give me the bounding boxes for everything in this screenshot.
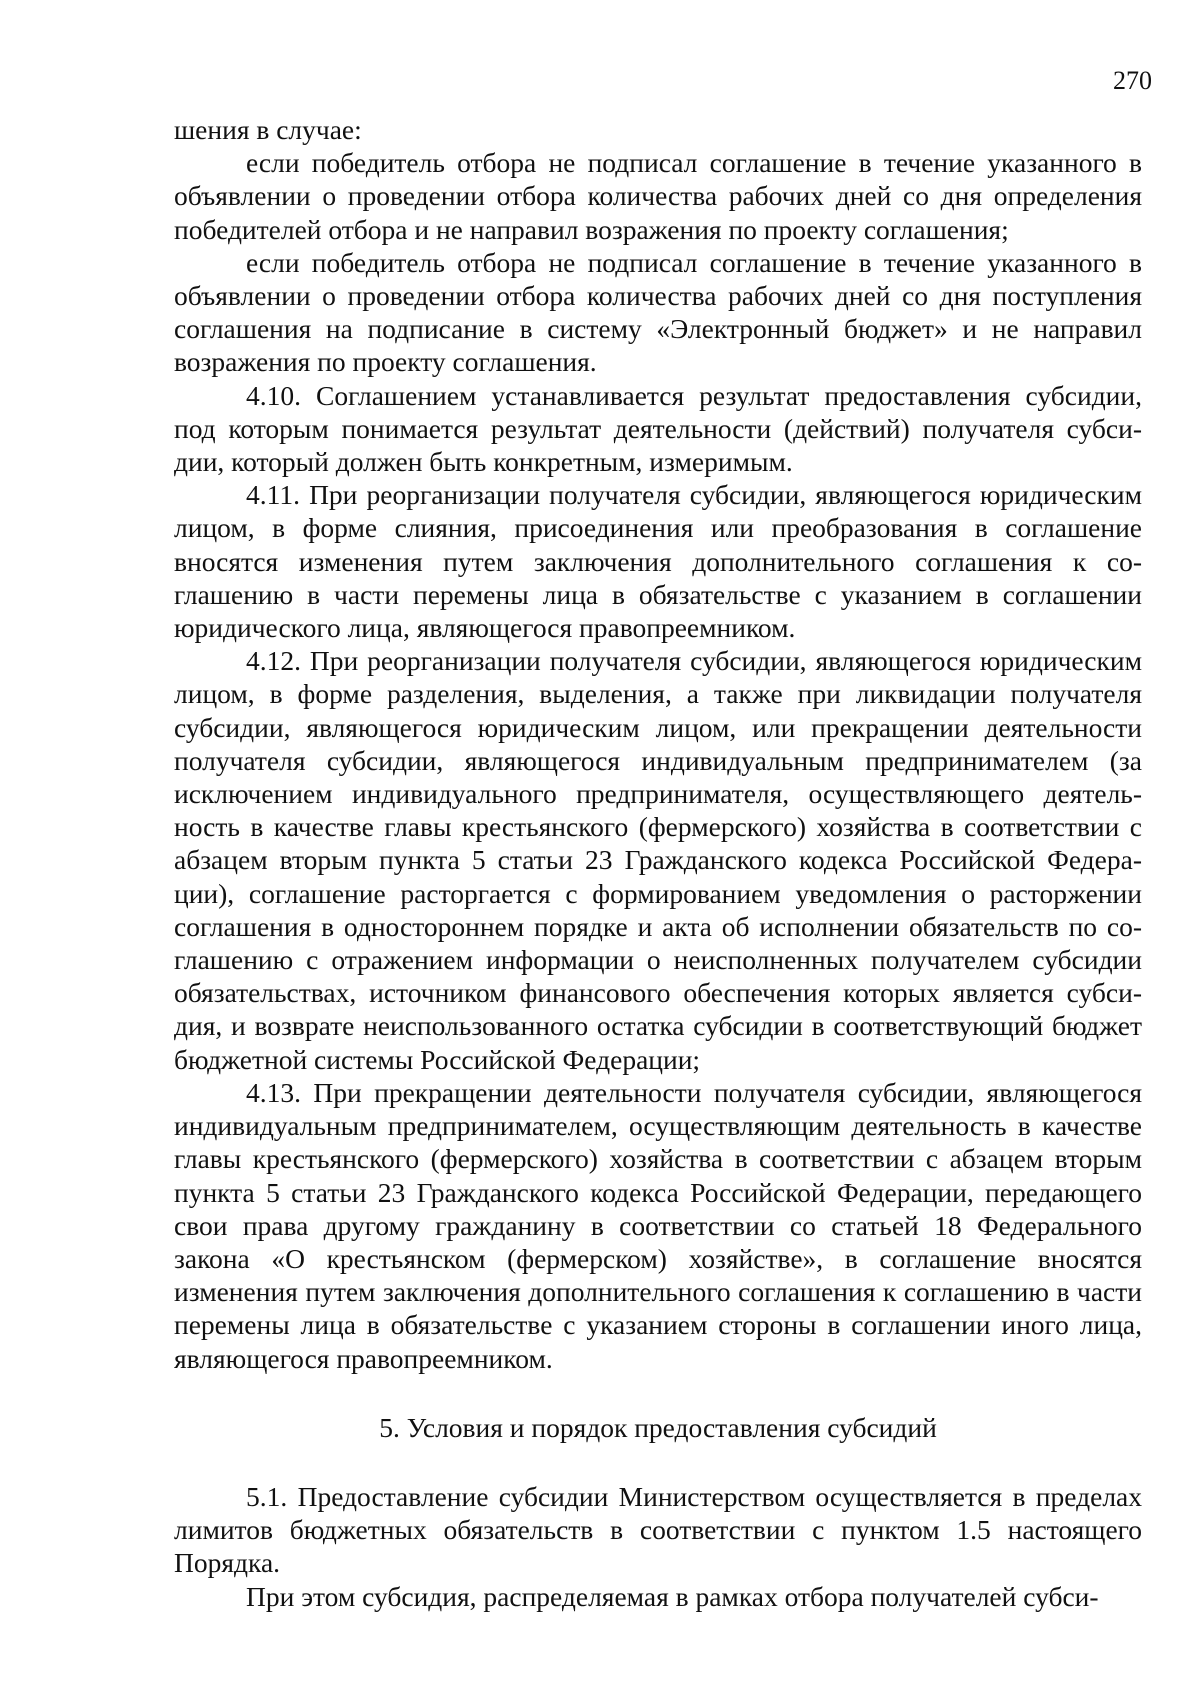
paragraph-4-10: 4.10. Соглашением устанавливается результат предоставления субсидии, под которым понимается результат деятельности (действий) получателя субсидии, который должен быть конкретным, измеримым. — [174, 379, 1142, 478]
document-body — [174, 113, 1142, 1613]
paragraph-4-11: 4.11. При реорганизации получателя субсидии, являющегося юридическим лицом, в форме слияния, присоединения или преобразования в соглашение вносятся изменения путем заключения дополнительного соглашения к соглашению в части перемены лица в обязательстве с указанием в соглашении юридического лица, являющегося правопреемником. — [174, 479, 1142, 644]
page-number: 270 — [1113, 66, 1152, 95]
section-heading: 5. Условия и порядок предоставления субсидий — [379, 1411, 937, 1443]
paragraph-case-2: если победитель отбора не подписал соглашение в течение указанного в объявлении о проведении отбора количества рабочих дней со дня поступления соглашения на подписание в систему «Электронный бюджет» и не направил возражения по проекту соглашения. — [174, 246, 1142, 378]
paragraph-5-1: 5.1. Предоставление субсидии Министерством осуществляется в пределах лимитов бюджетных обязательств в соответствии с пунктом 1.5 настоящего Порядка. — [174, 1480, 1142, 1579]
paragraph-case-1: если победитель отбора не подписал соглашение в течение указанного в объявлении о проведении отбора количества рабочих дней со дня определения победителей отбора и не направил возражения по проекту соглашения; — [174, 147, 1142, 245]
paragraph-4-13: 4.13. При прекращении деятельности получателя субсидии, являющегося индивидуальным предпринимателем, осуществляющим деятельность в качестве главы крестьянского (фермерского) хозяйства в соответствии с абзацем вторым пункта 5 статьи 23 Гражданского кодекса Российской Федерации, передающего свои права другому гражданину в соответствии со статьей 18 Федерального закона «О крестьянском (фермерском) хозяйстве», в соглашение вносятся изменения путем заключения дополнительного соглашения к соглашению в части перемены лица в обязательстве с указанием стороны в соглашении иного лица, являющегося правопреемником. — [174, 1076, 1142, 1374]
paragraph-continuation: шения в случае: — [174, 114, 362, 145]
paragraph-5-1-continued: При этом субсидия, распределяемая в рамках отбора получателей субси- — [246, 1580, 1099, 1612]
paragraph-4-12: 4.12. При реорганизации получателя субсидии, являющегося юридическим лицом, в форме разделения, выделения, а также при ликвидации получателя субсидии, являющегося юридическим лицом, или прекращении деятельности получателя субсидии, являющегося индивидуальным предпринимателем (за исключением индивидуального предпринимателя, осуществляющего деятельность в качестве главы крестьянского (фермерского) хозяйства в соответствии с абзацем вторым пункта 5 статьи 23 Гражданского кодекса Российской Федерации), соглашение расторгается с формированием уведомления о расторжении соглашения в одностороннем порядке и акта об исполнении обязательств по соглашению с отражением информации о неисполненных получателем субсидии обязательствах, источником финансового обеспечения которых является субсидия, и возврате неиспользованного остатка субсидии в соответствующий бюджет бюджетной системы Российской Федерации; — [174, 645, 1142, 1075]
